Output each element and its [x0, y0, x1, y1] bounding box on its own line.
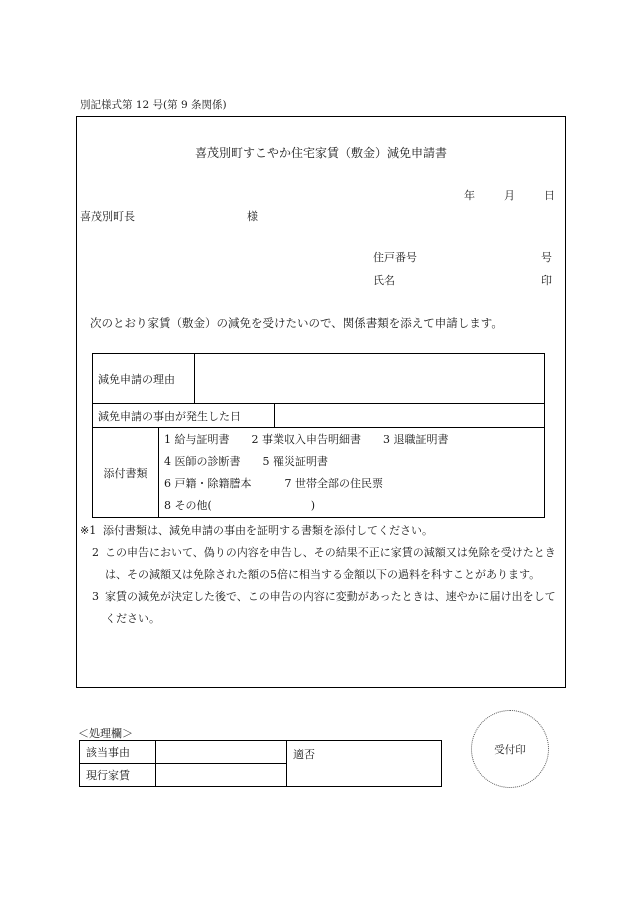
notes-section — [80, 520, 562, 630]
occurrence-date-field[interactable] — [275, 404, 545, 428]
room-number-suffix: 号 — [541, 251, 552, 264]
processing-table — [79, 740, 442, 787]
room-number-label: 住戸番号 — [373, 251, 417, 264]
applicable-reason-field[interactable] — [156, 741, 287, 764]
attachment-line: 1 給与証明書 2 事業収入申告明細書 3 退職証明書 — [164, 432, 449, 446]
note-item — [80, 542, 562, 586]
date-day-label: 日 — [544, 189, 555, 202]
note-text: 添付書類は、減免申請の事由を証明する書類を添付してください。 — [103, 524, 433, 537]
reason-field[interactable] — [195, 354, 545, 404]
note-text: この申告において、偽りの内容を申告し、その結果不正に家賃の減額又は免除を受けたときは、その減額又は免除された額の5倍に相当する金額以下の過料を科すことがあります。 — [105, 546, 556, 581]
seal-mark: 印 — [541, 274, 552, 287]
occurrence-date-label: 減免申請の事由が発生した日 — [93, 404, 275, 428]
judgment-label: 適否 — [293, 748, 315, 761]
judgment-cell[interactable] — [287, 741, 442, 787]
attachment-line: 4 医師の診断書 5 罹災証明書 — [164, 454, 328, 468]
attachments-list — [159, 428, 545, 518]
reception-stamp — [471, 710, 549, 788]
attachment-line: 6 戸籍・除籍謄本 7 世帯全部の住民票 — [164, 476, 383, 490]
current-rent-field[interactable] — [156, 764, 287, 787]
note-item — [80, 586, 562, 630]
application-table — [92, 353, 545, 518]
reception-stamp-label: 受付印 — [494, 743, 526, 756]
form-number-label: 別記様式第 12 号(第 9 条関係) — [80, 99, 227, 111]
addressee-name: 喜茂別町長 — [80, 210, 135, 223]
note-mark: ※1 — [80, 524, 97, 537]
request-statement: 次のとおり家賃（敷金）の減免を受けたいので、関係書類を添えて申請します。 — [90, 316, 503, 330]
applicant-name-label: 氏名 — [373, 274, 395, 287]
processing-label: ＜処理欄＞ — [78, 727, 133, 740]
addressee-honorific: 様 — [247, 210, 258, 223]
note-item — [80, 520, 562, 542]
note-mark: 2 — [92, 546, 99, 559]
attachment-line: 8 その他( ) — [164, 498, 316, 512]
page-title: 喜茂別町すこやか住宅家賃（敷金）減免申請書 — [194, 146, 447, 160]
note-text: 家賃の減免が決定した後で、この申告の内容に変動があったときは、速やかに届け出をしてください。 — [105, 590, 556, 625]
current-rent-label: 現行家賃 — [80, 764, 156, 787]
note-mark: 3 — [92, 590, 99, 603]
date-year-label: 年 — [464, 189, 475, 202]
applicable-reason-label: 該当事由 — [80, 741, 156, 764]
reason-label: 減免申請の理由 — [93, 354, 195, 404]
date-month-label: 月 — [504, 189, 515, 202]
attachments-label: 添付書類 — [93, 428, 159, 518]
